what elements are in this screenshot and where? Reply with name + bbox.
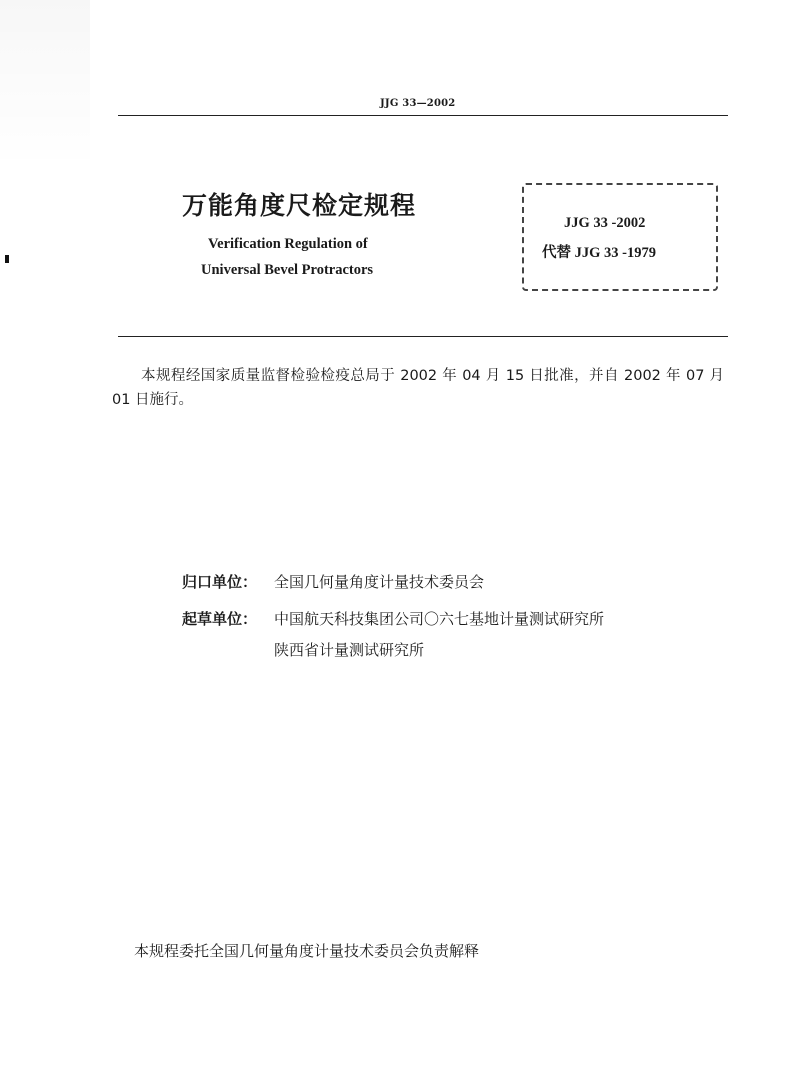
drafting-unit-label: 起草单位： [182, 610, 258, 628]
standard-code-box [522, 183, 718, 291]
scan-shadow [0, 0, 90, 170]
title-chinese: 万能角度尺检定规程 [182, 191, 417, 220]
approval-statement: 本规程经国家质量监督检验检疫总局于 2002 年 04 月 15 日批准，并自 2002 年 07 月 01 日施行。 [112, 368, 724, 408]
drafting-unit-row [182, 608, 702, 629]
drafting-unit-value-1: 中国航天科技集团公司〇六七基地计量测试研究所 [274, 610, 605, 628]
section-rule [118, 336, 728, 337]
title-english-line2: Universal Bevel Protractors [201, 262, 374, 278]
drafting-unit-value-2: 陕西省计量测试研究所 [274, 641, 425, 659]
replaces-code: 代替 JJG 33 -1979 [542, 245, 656, 261]
title-english-line1: Verification Regulation of [208, 236, 368, 252]
standard-code: JJG 33 -2002 [564, 215, 646, 231]
responsible-unit-value: 全国几何量角度计量技术委员会 [274, 573, 485, 591]
responsible-unit-row [182, 571, 702, 592]
header-rule [118, 115, 728, 116]
header-standard-code: JJG 33—2002 [380, 98, 456, 109]
responsible-unit-label: 归口单位： [182, 573, 258, 591]
scan-mark [5, 255, 9, 263]
interpretation-note: 本规程委托全国几何量角度计量技术委员会负责解释 [134, 942, 480, 960]
